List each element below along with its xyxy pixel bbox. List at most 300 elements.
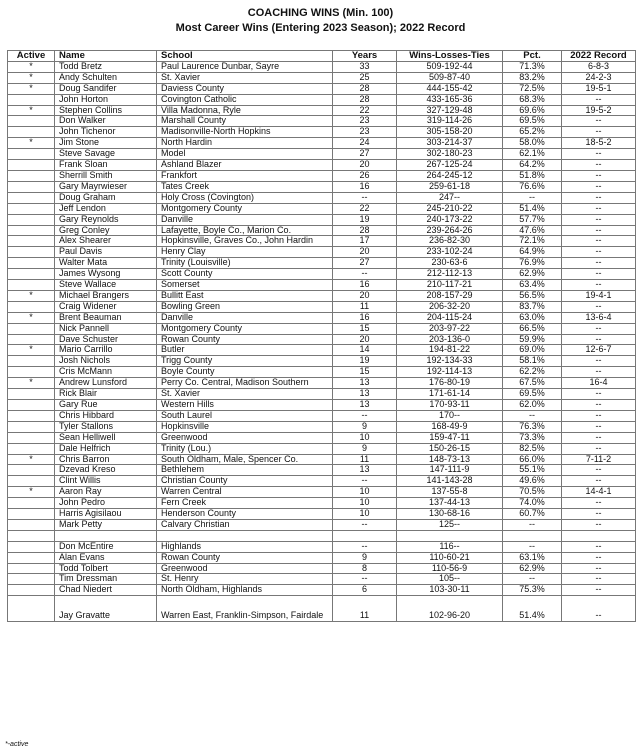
pct-cell: -- xyxy=(503,410,562,421)
header-name: Name xyxy=(55,51,157,62)
record-cell: 14-4-1 xyxy=(562,487,636,498)
record-cell: -- xyxy=(562,192,636,203)
wlt-cell: 433-165-36 xyxy=(397,94,503,105)
table-row xyxy=(8,214,636,225)
years-cell: 10 xyxy=(333,432,397,443)
pct-cell xyxy=(503,530,562,541)
school-cell: Covington Catholic xyxy=(157,94,333,105)
years-cell: 16 xyxy=(333,280,397,291)
pct-cell: 62.9% xyxy=(503,563,562,574)
school-cell: Bullitt East xyxy=(157,290,333,301)
record-cell: -- xyxy=(562,541,636,552)
wlt-cell: 102-96-20 xyxy=(397,596,503,622)
years-cell: 24 xyxy=(333,138,397,149)
active-cell xyxy=(8,258,55,269)
wlt-cell: 103-30-11 xyxy=(397,585,503,596)
school-cell: Trinity (Louisville) xyxy=(157,258,333,269)
school-cell: Montgomery County xyxy=(157,203,333,214)
name-cell: Mark Petty xyxy=(55,519,157,530)
school-cell: Bowling Green xyxy=(157,301,333,312)
name-cell xyxy=(55,530,157,541)
wlt-cell: 203-97-22 xyxy=(397,323,503,334)
wlt-cell: 305-158-20 xyxy=(397,127,503,138)
wlt-cell xyxy=(397,530,503,541)
wlt-cell: 239-264-26 xyxy=(397,225,503,236)
years-cell: 23 xyxy=(333,116,397,127)
header-school: School xyxy=(157,51,333,62)
record-cell: 16-4 xyxy=(562,378,636,389)
years-cell: 28 xyxy=(333,225,397,236)
header-pct: Pct. xyxy=(503,51,562,62)
record-cell: 12-6-7 xyxy=(562,345,636,356)
table-row xyxy=(8,487,636,498)
wlt-cell: 176-80-19 xyxy=(397,378,503,389)
record-cell: -- xyxy=(562,236,636,247)
pct-cell: -- xyxy=(503,519,562,530)
years-cell: 28 xyxy=(333,83,397,94)
pct-cell: 51.4% xyxy=(503,203,562,214)
table-row xyxy=(8,345,636,356)
record-cell: -- xyxy=(562,574,636,585)
pct-cell: 69.6% xyxy=(503,105,562,116)
wlt-cell: 105-- xyxy=(397,574,503,585)
pct-cell: 60.7% xyxy=(503,509,562,520)
school-cell: Boyle County xyxy=(157,367,333,378)
school-cell: Henderson County xyxy=(157,509,333,520)
wlt-cell: 327-129-48 xyxy=(397,105,503,116)
active-cell xyxy=(8,127,55,138)
years-cell: 27 xyxy=(333,258,397,269)
school-cell: South Oldham, Male, Spencer Co. xyxy=(157,454,333,465)
wlt-cell: 192-114-13 xyxy=(397,367,503,378)
active-cell xyxy=(8,476,55,487)
table-row xyxy=(8,94,636,105)
school-cell: Tates Creek xyxy=(157,181,333,192)
active-cell xyxy=(8,552,55,563)
name-cell: Greg Conley xyxy=(55,225,157,236)
wlt-cell: 259-61-18 xyxy=(397,181,503,192)
years-cell: 20 xyxy=(333,247,397,258)
coaching-wins-table xyxy=(7,50,636,622)
active-cell xyxy=(8,509,55,520)
record-cell: -- xyxy=(562,596,636,622)
wlt-cell: 125-- xyxy=(397,519,503,530)
name-cell: Aaron Ray xyxy=(55,487,157,498)
active-cell xyxy=(8,443,55,454)
years-cell: 13 xyxy=(333,378,397,389)
record-cell: -- xyxy=(562,116,636,127)
name-cell: Alex Shearer xyxy=(55,236,157,247)
active-cell xyxy=(8,498,55,509)
name-cell: Tim Dressman xyxy=(55,574,157,585)
wlt-cell: 159-47-11 xyxy=(397,432,503,443)
wlt-cell: 509-87-40 xyxy=(397,72,503,83)
years-cell: 10 xyxy=(333,498,397,509)
table-body xyxy=(8,61,636,621)
table-row xyxy=(8,454,636,465)
active-cell: * xyxy=(8,72,55,83)
years-cell: 9 xyxy=(333,443,397,454)
active-cell xyxy=(8,192,55,203)
wlt-cell: 212-112-13 xyxy=(397,269,503,280)
years-cell: 23 xyxy=(333,127,397,138)
active-cell xyxy=(8,421,55,432)
wlt-cell: 203-136-0 xyxy=(397,334,503,345)
name-cell: Doug Graham xyxy=(55,192,157,203)
table-row xyxy=(8,236,636,247)
active-cell xyxy=(8,149,55,160)
pct-cell: 69.0% xyxy=(503,345,562,356)
wlt-cell: 303-214-37 xyxy=(397,138,503,149)
record-cell: 18-5-2 xyxy=(562,138,636,149)
school-cell: Greenwood xyxy=(157,432,333,443)
record-cell: -- xyxy=(562,94,636,105)
years-cell: 10 xyxy=(333,487,397,498)
years-cell: 19 xyxy=(333,356,397,367)
wlt-cell: 150-26-15 xyxy=(397,443,503,454)
table-row xyxy=(8,105,636,116)
years-cell: 9 xyxy=(333,421,397,432)
record-cell: -- xyxy=(562,465,636,476)
table-row xyxy=(8,301,636,312)
active-cell: * xyxy=(8,454,55,465)
wlt-cell: 230-63-6 xyxy=(397,258,503,269)
table-row xyxy=(8,269,636,280)
school-cell: St. Xavier xyxy=(157,72,333,83)
pct-cell: 64.2% xyxy=(503,160,562,171)
active-cell: * xyxy=(8,105,55,116)
pct-cell: 69.5% xyxy=(503,389,562,400)
pct-cell: 51.8% xyxy=(503,170,562,181)
name-cell: Rick Blair xyxy=(55,389,157,400)
school-cell: Lafayette, Boyle Co., Marion Co. xyxy=(157,225,333,236)
pct-cell: 65.2% xyxy=(503,127,562,138)
school-cell: Rowan County xyxy=(157,552,333,563)
record-cell: -- xyxy=(562,170,636,181)
years-cell: 13 xyxy=(333,400,397,411)
school-cell: Marshall County xyxy=(157,116,333,127)
table-row xyxy=(8,160,636,171)
name-cell: Todd Tolbert xyxy=(55,563,157,574)
table-row xyxy=(8,498,636,509)
wlt-cell: 137-55-8 xyxy=(397,487,503,498)
record-cell: -- xyxy=(562,247,636,258)
wlt-cell: 192-134-33 xyxy=(397,356,503,367)
years-cell: -- xyxy=(333,269,397,280)
active-cell xyxy=(8,225,55,236)
name-cell: Tyler Stallons xyxy=(55,421,157,432)
name-cell: Jim Stone xyxy=(55,138,157,149)
active-cell xyxy=(8,323,55,334)
pct-cell: 76.3% xyxy=(503,421,562,432)
table-row xyxy=(8,421,636,432)
record-cell: 19-5-1 xyxy=(562,83,636,94)
active-cell xyxy=(8,170,55,181)
years-cell: 16 xyxy=(333,181,397,192)
pct-cell: 83.7% xyxy=(503,301,562,312)
record-cell: -- xyxy=(562,563,636,574)
wlt-cell: 444-155-42 xyxy=(397,83,503,94)
years-cell: -- xyxy=(333,519,397,530)
table-row xyxy=(8,203,636,214)
table-header-row xyxy=(8,51,636,62)
years-cell: -- xyxy=(333,574,397,585)
school-cell: Warren Central xyxy=(157,487,333,498)
active-cell xyxy=(8,236,55,247)
pct-cell: 74.0% xyxy=(503,498,562,509)
record-cell: -- xyxy=(562,585,636,596)
school-cell: North Oldham, Highlands xyxy=(157,585,333,596)
name-cell: Andy Schulten xyxy=(55,72,157,83)
pct-cell: 73.3% xyxy=(503,432,562,443)
header-wins-losses-ties: Wins-Losses-Ties xyxy=(397,51,503,62)
active-cell xyxy=(8,563,55,574)
name-cell: Steve Wallace xyxy=(55,280,157,291)
school-cell: Highlands xyxy=(157,541,333,552)
wlt-cell: 245-210-22 xyxy=(397,203,503,214)
years-cell: -- xyxy=(333,192,397,203)
name-cell: Chad Niedert xyxy=(55,585,157,596)
years-cell: -- xyxy=(333,476,397,487)
name-cell: Don McEntire xyxy=(55,541,157,552)
active-cell xyxy=(8,301,55,312)
years-cell: 27 xyxy=(333,149,397,160)
school-cell: Montgomery County xyxy=(157,323,333,334)
active-cell: * xyxy=(8,138,55,149)
active-cell xyxy=(8,541,55,552)
name-cell: Sherrill Smith xyxy=(55,170,157,181)
active-cell xyxy=(8,367,55,378)
name-cell: Cris McMann xyxy=(55,367,157,378)
name-cell: Sean Helliwell xyxy=(55,432,157,443)
table-row xyxy=(8,72,636,83)
pct-cell: 75.3% xyxy=(503,585,562,596)
pct-cell: 56.5% xyxy=(503,290,562,301)
wlt-cell: 147-111-9 xyxy=(397,465,503,476)
name-cell: Stephen Collins xyxy=(55,105,157,116)
years-cell: 11 xyxy=(333,596,397,622)
record-cell: -- xyxy=(562,181,636,192)
school-cell: Henry Clay xyxy=(157,247,333,258)
table-row xyxy=(8,443,636,454)
page-title: COACHING WINS (Min. 100) xyxy=(247,7,394,19)
pct-cell: 62.9% xyxy=(503,269,562,280)
name-cell: Walter Mata xyxy=(55,258,157,269)
active-cell xyxy=(8,585,55,596)
name-cell: Brent Beauman xyxy=(55,312,157,323)
years-cell: 10 xyxy=(333,509,397,520)
years-cell: 9 xyxy=(333,552,397,563)
active-cell xyxy=(8,432,55,443)
active-cell xyxy=(8,334,55,345)
table-row xyxy=(8,138,636,149)
active-cell xyxy=(8,389,55,400)
school-cell: South Laurel xyxy=(157,410,333,421)
active-cell xyxy=(8,410,55,421)
pct-cell: 69.5% xyxy=(503,116,562,127)
years-cell: 26 xyxy=(333,170,397,181)
wlt-cell: 267-125-24 xyxy=(397,160,503,171)
pct-cell: 66.0% xyxy=(503,454,562,465)
table-row xyxy=(8,225,636,236)
active-cell xyxy=(8,181,55,192)
table-row xyxy=(8,530,636,541)
years-cell: 22 xyxy=(333,105,397,116)
table-row xyxy=(8,149,636,160)
years-cell: 19 xyxy=(333,214,397,225)
pct-cell: 58.0% xyxy=(503,138,562,149)
years-cell: 11 xyxy=(333,301,397,312)
years-cell: 11 xyxy=(333,454,397,465)
record-cell: -- xyxy=(562,498,636,509)
name-cell: Paul Davis xyxy=(55,247,157,258)
wlt-cell: 236-82-30 xyxy=(397,236,503,247)
pct-cell: 72.1% xyxy=(503,236,562,247)
pct-cell: 70.5% xyxy=(503,487,562,498)
record-cell: -- xyxy=(562,509,636,520)
table-row xyxy=(8,509,636,520)
wlt-cell: 110-56-9 xyxy=(397,563,503,574)
page-subtitle: Most Career Wins (Entering 2023 Season); 2022 Record xyxy=(175,22,466,34)
active-cell xyxy=(8,247,55,258)
name-cell: Alan Evans xyxy=(55,552,157,563)
record-cell: -- xyxy=(562,552,636,563)
record-cell: 24-2-3 xyxy=(562,72,636,83)
years-cell: 20 xyxy=(333,160,397,171)
school-cell: Greenwood xyxy=(157,563,333,574)
name-cell: Todd Bretz xyxy=(55,61,157,72)
pct-cell: 76.6% xyxy=(503,181,562,192)
table-row xyxy=(8,127,636,138)
pct-cell: 64.9% xyxy=(503,247,562,258)
pct-cell: 59.9% xyxy=(503,334,562,345)
table-row xyxy=(8,378,636,389)
school-cell: Madisonville-North Hopkins xyxy=(157,127,333,138)
school-cell xyxy=(157,530,333,541)
school-cell: Somerset xyxy=(157,280,333,291)
school-cell: Hopkinsville xyxy=(157,421,333,432)
record-cell: -- xyxy=(562,367,636,378)
active-cell: * xyxy=(8,312,55,323)
school-cell: Rowan County xyxy=(157,334,333,345)
name-cell: James Wysong xyxy=(55,269,157,280)
table-row xyxy=(8,410,636,421)
name-cell: Josh Nichols xyxy=(55,356,157,367)
school-cell: Warren East, Franklin-Simpson, Fairdale xyxy=(157,596,333,622)
years-cell: 17 xyxy=(333,236,397,247)
table-row xyxy=(8,400,636,411)
school-cell: Ashland Blazer xyxy=(157,160,333,171)
active-cell xyxy=(8,400,55,411)
wlt-cell: 194-81-22 xyxy=(397,345,503,356)
school-cell: St. Xavier xyxy=(157,389,333,400)
active-cell xyxy=(8,94,55,105)
wlt-cell: 170-93-11 xyxy=(397,400,503,411)
table-row xyxy=(8,83,636,94)
table-row xyxy=(8,247,636,258)
years-cell: 28 xyxy=(333,94,397,105)
active-cell: * xyxy=(8,345,55,356)
record-cell: -- xyxy=(562,400,636,411)
years-cell: 20 xyxy=(333,290,397,301)
name-cell: Dave Schuster xyxy=(55,334,157,345)
record-cell: -- xyxy=(562,410,636,421)
record-cell: -- xyxy=(562,258,636,269)
wlt-cell: 264-245-12 xyxy=(397,170,503,181)
record-cell: 7-11-2 xyxy=(562,454,636,465)
wlt-cell: 130-68-16 xyxy=(397,509,503,520)
table-row xyxy=(8,312,636,323)
school-cell: Danville xyxy=(157,312,333,323)
footnote: *-active xyxy=(5,741,29,748)
pct-cell: 71.3% xyxy=(503,61,562,72)
school-cell: Danville xyxy=(157,214,333,225)
pct-cell: 63.1% xyxy=(503,552,562,563)
pct-cell: -- xyxy=(503,574,562,585)
years-cell: 22 xyxy=(333,203,397,214)
header-active: Active xyxy=(8,51,55,62)
name-cell: Steve Savage xyxy=(55,149,157,160)
name-cell: Chris Hibbard xyxy=(55,410,157,421)
active-cell xyxy=(8,203,55,214)
name-cell: Harris Agisilaou xyxy=(55,509,157,520)
record-cell: -- xyxy=(562,225,636,236)
table-row xyxy=(8,585,636,596)
record-cell: -- xyxy=(562,160,636,171)
active-cell xyxy=(8,160,55,171)
name-cell: Michael Brangers xyxy=(55,290,157,301)
active-cell xyxy=(8,519,55,530)
pct-cell: 55.1% xyxy=(503,465,562,476)
table-row xyxy=(8,519,636,530)
record-cell: -- xyxy=(562,476,636,487)
school-cell: Fern Creek xyxy=(157,498,333,509)
school-cell: St. Henry xyxy=(157,574,333,585)
years-cell: 14 xyxy=(333,345,397,356)
years-cell: 6 xyxy=(333,585,397,596)
pct-cell: -- xyxy=(503,541,562,552)
name-cell: Frank Sloan xyxy=(55,160,157,171)
name-cell: Craig Widener xyxy=(55,301,157,312)
wlt-cell: 210-117-21 xyxy=(397,280,503,291)
pct-cell: 62.2% xyxy=(503,367,562,378)
name-cell: Mario Carrillo xyxy=(55,345,157,356)
school-cell: Paul Laurence Dunbar, Sayre xyxy=(157,61,333,72)
years-cell: -- xyxy=(333,541,397,552)
active-cell: * xyxy=(8,487,55,498)
record-cell: 6-8-3 xyxy=(562,61,636,72)
active-cell: * xyxy=(8,378,55,389)
years-cell: 33 xyxy=(333,61,397,72)
name-cell: Clint Willis xyxy=(55,476,157,487)
school-cell: Model xyxy=(157,149,333,160)
school-cell: Trigg County xyxy=(157,356,333,367)
name-cell: Jeff Lendon xyxy=(55,203,157,214)
school-cell: Bethlehem xyxy=(157,465,333,476)
pct-cell: 67.5% xyxy=(503,378,562,389)
record-cell: -- xyxy=(562,127,636,138)
wlt-cell: 204-115-24 xyxy=(397,312,503,323)
record-cell: -- xyxy=(562,280,636,291)
pct-cell: 51.4% xyxy=(503,596,562,622)
years-cell: 15 xyxy=(333,367,397,378)
name-cell: Dale Helfrich xyxy=(55,443,157,454)
pct-cell: 82.5% xyxy=(503,443,562,454)
wlt-cell: 302-180-23 xyxy=(397,149,503,160)
school-cell: North Hardin xyxy=(157,138,333,149)
school-cell: Western Hills xyxy=(157,400,333,411)
pct-cell: 72.5% xyxy=(503,83,562,94)
